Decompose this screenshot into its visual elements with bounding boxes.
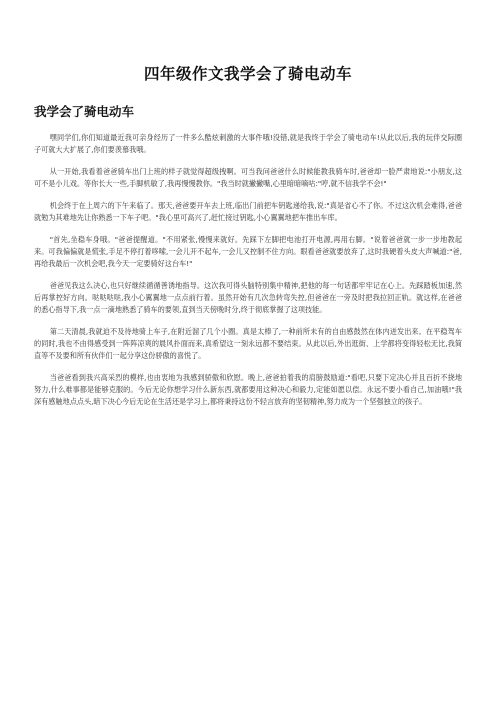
paragraph-5: 爸爸见我这么决心,也只好继续循循善诱地指导。这次我可得头脑特别集中精神,把他的每一句话都牢牢记在心上。先踩踏板加速,然后再掌控好方向。哒哒哒哒,我小心翼翼地一点点前行着。虽然开始有几次急转弯失控,但爸爸在一旁及时把我拉回正轨。就这样,在爸爸的悉心指导下,我一点一滴地熟悉了骑车的要领,直到当天傍晚时分,终于彻底掌握了这项技能。 [34, 281, 462, 314]
paragraph-7: 当爸爸看到我兴高采烈的模样,也由衷地为我感到骄傲和欣慰。晚上,爸爸拍着我的肩膀鼓励道:"看吧,只要下定决心并且百折不挠地努力,什么难事都是能够克服的。今后无论你想学习什么新东西,就都要用这种决心和毅力,定能如愿以偿。永远不要小看自己,加油哦!"我深有感触地点点头,暗下决心今后无论在生活还是学习上,都将秉持这份不轻言放弃的坚韧精神,努力成为一个坚强独立的孩子。 [34, 373, 462, 406]
paragraph-2: 从一开始,我看着爸爸骑车出门上班的样子就觉得超级拽啊。可当我问爸爸什么时候能教我骑车时,爸爸却一脸严肃地说:"小朋友,这可不是小儿戏。等你长大一些,手脚机敏了,我再慢慢教你。"我当时就撇撇嘴,心里暗暗嘀咕:"哼,就不信我学不会!" [34, 167, 462, 188]
document-title: 四年级作文我学会了骑电动车 [143, 65, 352, 83]
paragraph-3: 机会终于在上周六的下午来临了。那天,爸爸要开车去上班,临出门前把车钥匙递给我,说:"真是省心不了你。不过这次机会难得,爸爸就勉为其难地先让你熟悉一下车子吧。"我心里可高兴了,赶忙接过钥匙,小心翼翼地把车推出车库。 [34, 201, 462, 222]
paragraph-1: 嘿同学们,你们知道最近我可亲身经历了一件多么酷炫刺激的大事件哦!没错,就是我终于学会了骑电动车!从此以后,我的玩伴交际圈子可就大大扩展了,你们要羡慕我哦。 [34, 133, 462, 154]
paragraph-4: "首先,坐稳车身哦。"爸爸提醒道。"不用紧张,慢慢来就好。先踩下左脚把电池打开电源,再用右脚。"说着爸爸就一步一步地教起来。可我偏偏就是慌张,手足不停打着哆嗦,一会儿开不起车,一会儿又控制不住方向。眼看爸爸就要放弃了,这时我硬着头皮大声喊道:"爸,再给我最后一次机会吧,我今天一定要骑好这台车!" [34, 235, 462, 268]
paragraph-6: 第二天清晨,我就迫不及待地骑上车子,在附近溜了几个小圈。真是太棒了,一种前所未有的自由感鼓然在体内迸发出来。在平稳驾车的同时,我也不由得感受到一阵阵凉爽的晨风扑面而来,真希望这一刻永远都不要结束。从此以后,外出逛街、上学都将变得轻松无比,我简直等不及要和所有伙伴们一起分享这份骄傲的喜悦了。 [34, 327, 462, 360]
essay-heading: 我学会了骑电动车 [34, 104, 135, 119]
